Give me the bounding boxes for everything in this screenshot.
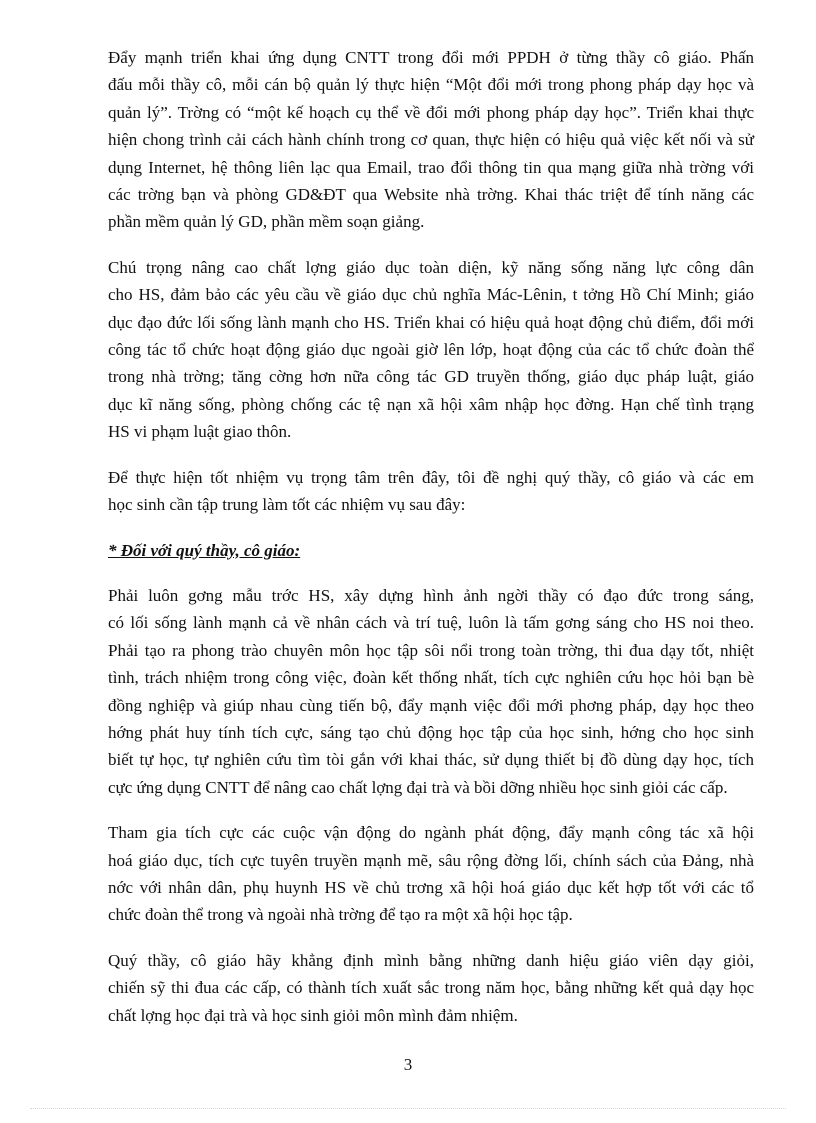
text-line: dụng Internet, hệ thông liên lạc qua Email, trao đổi thông tin qua mạng giữa nhà trờng với [108,157,754,177]
text-line: cho HS, đảm bảo các yêu cầu về giáo dục chủ nghĩa Mác-Lênin, t tởng Hồ Chí Minh; giáo [108,285,754,305]
text-line: chiến sỹ thi đua các cấp, có thành tích xuất sắc trong năm học, bằng những kết quả dạy học [108,978,754,998]
text-line: học sinh cần tập trung làm tốt các nhiệm vụ sau đây: [108,495,466,515]
text-line: hiện chong trình cải cách hành chính trong cơ quan, thực hiện có hiệu quả việc kết nối và sử [108,130,754,150]
paragraph-campaigns [108,819,754,929]
text-line: trong nhà trờng; tăng cờng hơn nữa công tác GD truyền thống, giáo dục pháp luật, giáo [108,367,754,387]
text-line: quản lý”. Trờng có “một kế hoạch cụ thể về đổi mới phong pháp dạy học”. Triển khai thực [108,102,754,122]
text-line: dục kĩ năng sống, phòng chống các tệ nạn xã hội xâm nhập học đờng. Hạn chế tình trạng [108,394,754,414]
text-line: nớc với nhân dân, phụ huynh HS về chủ trơng xã hội hoá giáo dục kết hợp tốt với các tổ [108,877,754,897]
page-number: 3 [403,1055,413,1074]
paragraph-education-quality [108,254,754,446]
text-line: hớng phát huy tính tích cực, sáng tạo chủ động học tập của học sinh, hớng cho học sinh [108,722,754,742]
text-line: tình, trách nhiệm trong công việc, đoàn kết thống nhất, tích cực nghiên cứu học hỏi bạn bè [108,668,754,688]
text-line: Tham gia tích cực các cuộc vận động do ngành phát động, đẩy mạnh công tác xã hội [108,823,754,843]
text-line: dục đạo đức lối sống lành mạnh cho HS. Triển khai có hiệu quả hoạt động chủ điểm, đổi mới [108,312,754,332]
section-heading-teachers: * Đối với quý thầy, cô giáo: [108,540,301,560]
text-line: Chú trọng nâng cao chất lợng giáo dục toàn diện, kỹ năng sống năng lực công dân [108,257,754,277]
text-line: biết tự học, tự nghiên cứu tìm tòi gắn với khai thác, sử dụng thiết bị đồ dùng dạy học, tích [108,750,754,770]
document-body [108,44,754,1047]
text-line: chức đoàn thể trong và ngoài nhà trờng để tạo ra một xã hội học tập. [108,905,573,925]
text-line: Phải tạo ra phong trào chuyên môn học tập sôi nổi trong toàn trờng, thi đua dạy tốt, nhiệt [108,640,754,660]
text-line: Quý thầy, cô giáo hãy khẳng định mình bằng những danh hiệu giáo viên dạy giỏi, [108,950,754,970]
footer-divider [30,1108,786,1109]
text-line: Để thực hiện tốt nhiệm vụ trọng tâm trên đây, tôi đề nghị quý thầy, cô giáo và các em [108,467,754,487]
paragraph-role-model [108,582,754,801]
paragraph-achievements [108,947,754,1029]
paragraph-cntt [108,44,754,236]
text-line: các trờng bạn và phòng GD&ĐT qua Website nhà trờng. Khai thác triệt để tính năng các [108,185,754,205]
text-line: HS vi phạm luật giao thôn. [108,422,292,442]
text-line: hoá giáo dục, tích cực tuyên truyền mạnh mẽ, sâu rộng đờng lối, chính sách của Đảng, nhà [108,850,754,870]
text-line: có lối sống lành mạnh cả về nhân cách và trí tuệ, luôn là tấm gơng sáng cho HS noi theo. [108,613,754,633]
paragraph-proposal [108,464,754,519]
text-line: đồng nghiệp và giúp nhau cùng tiến bộ, đẩy mạnh việc đổi mới phơng pháp, dạy học theo [108,695,754,715]
text-line: chất lợng học đại trà và học sinh giỏi môn mình đảm nhiệm. [108,1005,518,1025]
text-line: công tác tổ chức hoạt động giáo dục ngoài giờ lên lớp, hoạt động của các tổ chức đoàn thể [108,340,754,360]
text-line: đấu mỗi thầy cô, mỗi cán bộ quản lý thực hiện “Một đổi mới trong phong pháp dạy học và [108,75,754,95]
text-line: cực ứng dụng CNTT để nâng cao chất lợng đại trà và bồi dỡng nhiều học sinh giỏi các cấp. [108,777,728,797]
text-line: Phải luôn gơng mẫu trớc HS, xây dựng hình ảnh ngời thầy có đạo đức trong sáng, [108,585,754,605]
text-line: Đẩy mạnh triển khai ứng dụng CNTT trong đổi mới PPDH ở từng thầy cô giáo. Phấn [108,48,754,67]
text-line: phần mềm quản lý GD, phần mềm soạn giảng. [108,212,425,232]
